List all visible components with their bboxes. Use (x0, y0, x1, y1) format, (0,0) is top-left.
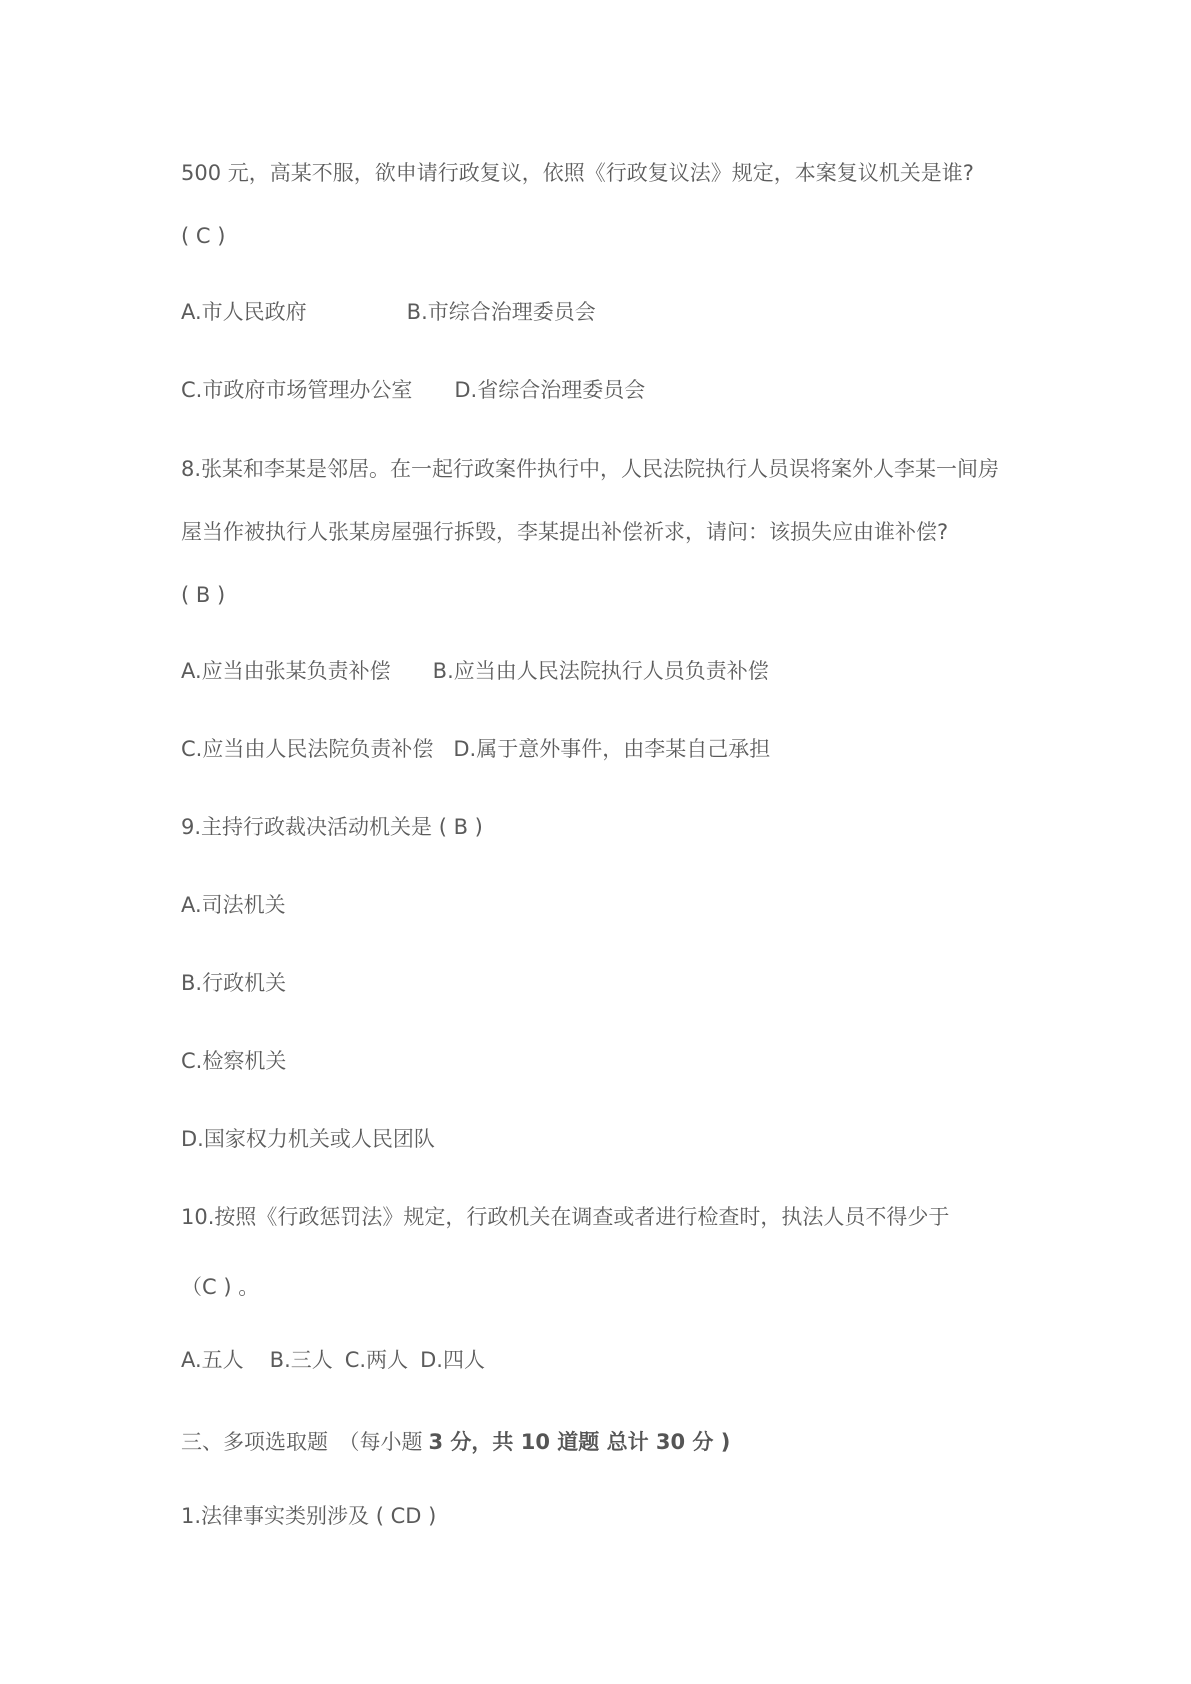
q8-option-b: B.应当由人民法院执行人员负责补偿 (432, 659, 769, 683)
q10-option-a-text: 五人 (201, 1348, 244, 1372)
q9-option-b: B.行政机关 (181, 971, 287, 995)
q8-stem-line-2: 屋当作被执行人张某房屋强行拆毁，李某提出补偿祈求，请问：该损失应由谁补偿? (181, 520, 949, 544)
q10-stem-number: 10. (181, 1205, 215, 1229)
q8-option-d: D.属于意外事件，由李某自己承担 (453, 737, 771, 761)
q8-option-a: A.应当由张某负责补偿 (181, 659, 391, 683)
m1-stem: 1.法律事实类别涉及 ( CD ) (181, 1504, 437, 1528)
q10-option-c-letter: C. (344, 1348, 367, 1372)
q10-option-c-text: 两人 (366, 1348, 409, 1372)
q7-options-row-2 (181, 376, 645, 404)
q10-stem (181, 1203, 949, 1231)
section-3-heading (181, 1428, 730, 1456)
q10-answer (181, 1273, 259, 1301)
q7-stem-tail: 500 元，高某不服，欲申请行政复议，依照《行政复议法》规定，本案复议机关是谁? (181, 161, 974, 185)
q10-option-b-letter: B. (269, 1348, 291, 1372)
q10-option-a-letter: A. (181, 1348, 202, 1372)
q7-option-b: B.市综合治理委员会 (406, 300, 596, 324)
q8-options-row-2 (181, 735, 770, 763)
section-3-title: 三、多项选取题 （每小题 (181, 1430, 423, 1454)
section-3-score-info: 3 分，共 10 道题 总计 30 分 ) (428, 1430, 731, 1454)
q7-answer: ( C ) (181, 224, 226, 248)
q8-option-c: C.应当由人民法院负责补偿 (181, 737, 434, 761)
q8-answer: ( B ) (181, 583, 226, 607)
q10-option-b-text: 三人 (290, 1348, 333, 1372)
q9-option-d: D.国家权力机关或人民团队 (181, 1127, 435, 1151)
q10-stem-text: 按照《行政惩罚法》规定，行政机关在调查或者进行检查时，执法人员不得少于 (214, 1205, 950, 1229)
q10-option-d: D.四人 (420, 1348, 485, 1372)
q8-options-row-1 (181, 657, 769, 685)
q10-answer-open: （ (181, 1275, 202, 1299)
q7-option-d: D.省综合治理委员会 (454, 378, 646, 402)
q7-option-a: A.市人民政府 (181, 300, 307, 324)
q9-stem: 9.主持行政裁决活动机关是 ( B ) (181, 815, 483, 839)
q9-option-a: A.司法机关 (181, 893, 286, 917)
q10-options (181, 1346, 485, 1374)
q9-option-c: C.检察机关 (181, 1049, 287, 1073)
q7-options-row-1 (181, 298, 596, 326)
q8-stem-line-1: 8.张某和李某是邻居。在一起行政案件执行中，人民法院执行人员误将案外人李某一间房 (181, 457, 1000, 481)
q7-option-c: C.市政府市场管理办公室 (181, 378, 413, 402)
q10-answer-value: C ) 。 (202, 1275, 260, 1299)
